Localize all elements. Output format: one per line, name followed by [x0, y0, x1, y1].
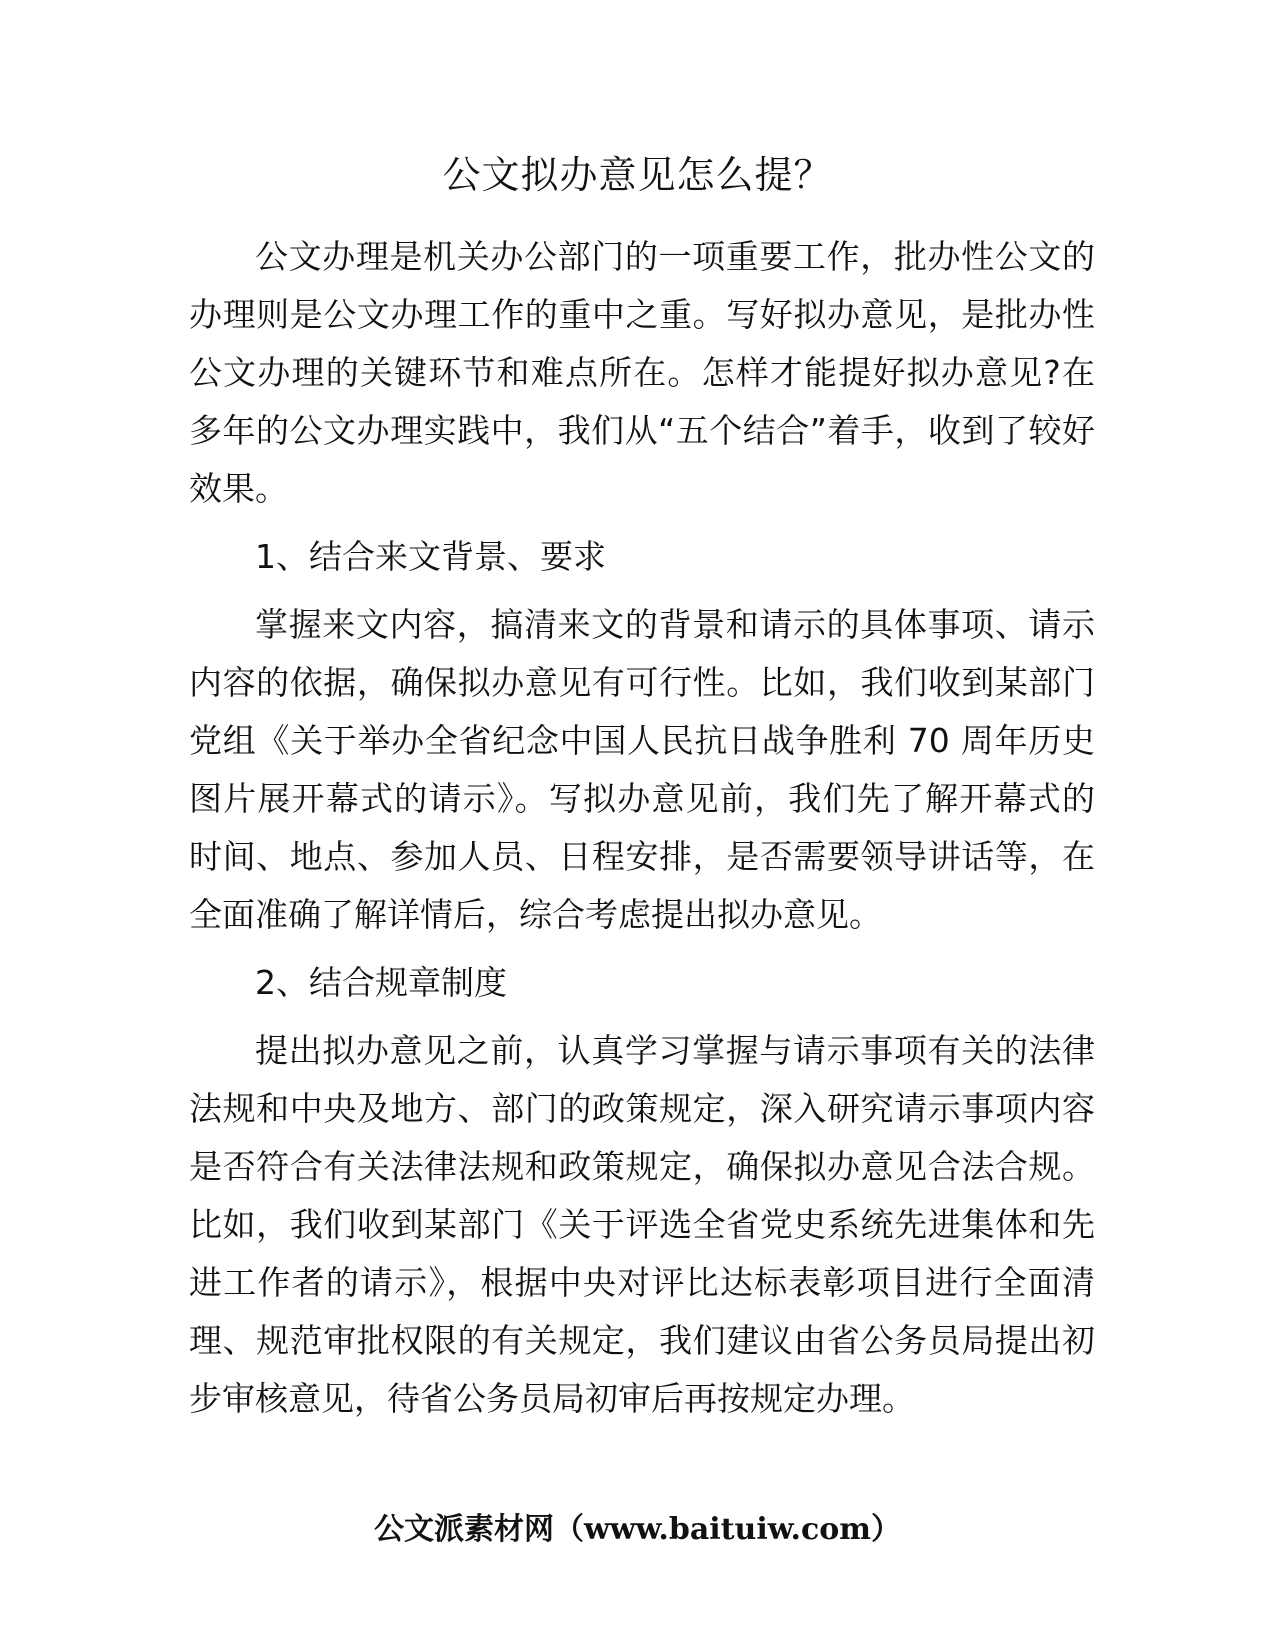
- section-heading-1: 1、结合来文背景、要求: [255, 537, 606, 576]
- document-body: [189, 228, 1095, 1438]
- document-title: 公文拟办意见怎么提？: [442, 153, 833, 197]
- section-paragraph-1: 掌握来文内容，搞清来文的背景和请示的具体事项、请示内容的依据，确保拟办意见有可行性。比如，我们收到某部门党组《关于举办全省纪念中国人民抗日战争胜利 70 周年历史图片展开幕式的请示》。写拟办意见前，我们先了解开幕式的时间、地点、参加人员、日程安排，是否需要领导讲话等，在全面准确了解详情后，综合考虑提出拟办意见。: [189, 605, 1095, 934]
- intro-paragraph: 公文办理是机关办公部门的一项重要工作，批办性公文的办理则是公文办理工作的重中之重。写好拟办意见，是批办性公文办理的关键环节和难点所在。怎样才能提好拟办意见?在多年的公文办理实践中，我们从“五个结合”着手，收到了较好效果。: [189, 237, 1095, 508]
- section-heading-2: 2、结合规章制度: [255, 963, 507, 1002]
- section-paragraph-2: 提出拟办意见之前，认真学习掌握与请示事项有关的法律法规和中央及地方、部门的政策规定，深入研究请示事项内容是否符合有关法律法规和政策规定，确保拟办意见合法合规。比如，我们收到某部门《关于评选全省党史系统先进集体和先进工作者的请示》，根据中央对评比达标表彰项目进行全面清理、规范审批权限的有关规定，我们建议由省公务员局提出初步审核意见，待省公务员局初审后再按规定办理。: [189, 1031, 1095, 1418]
- footer-source: 公文派素材网（www.baituiw.com）: [373, 1512, 902, 1547]
